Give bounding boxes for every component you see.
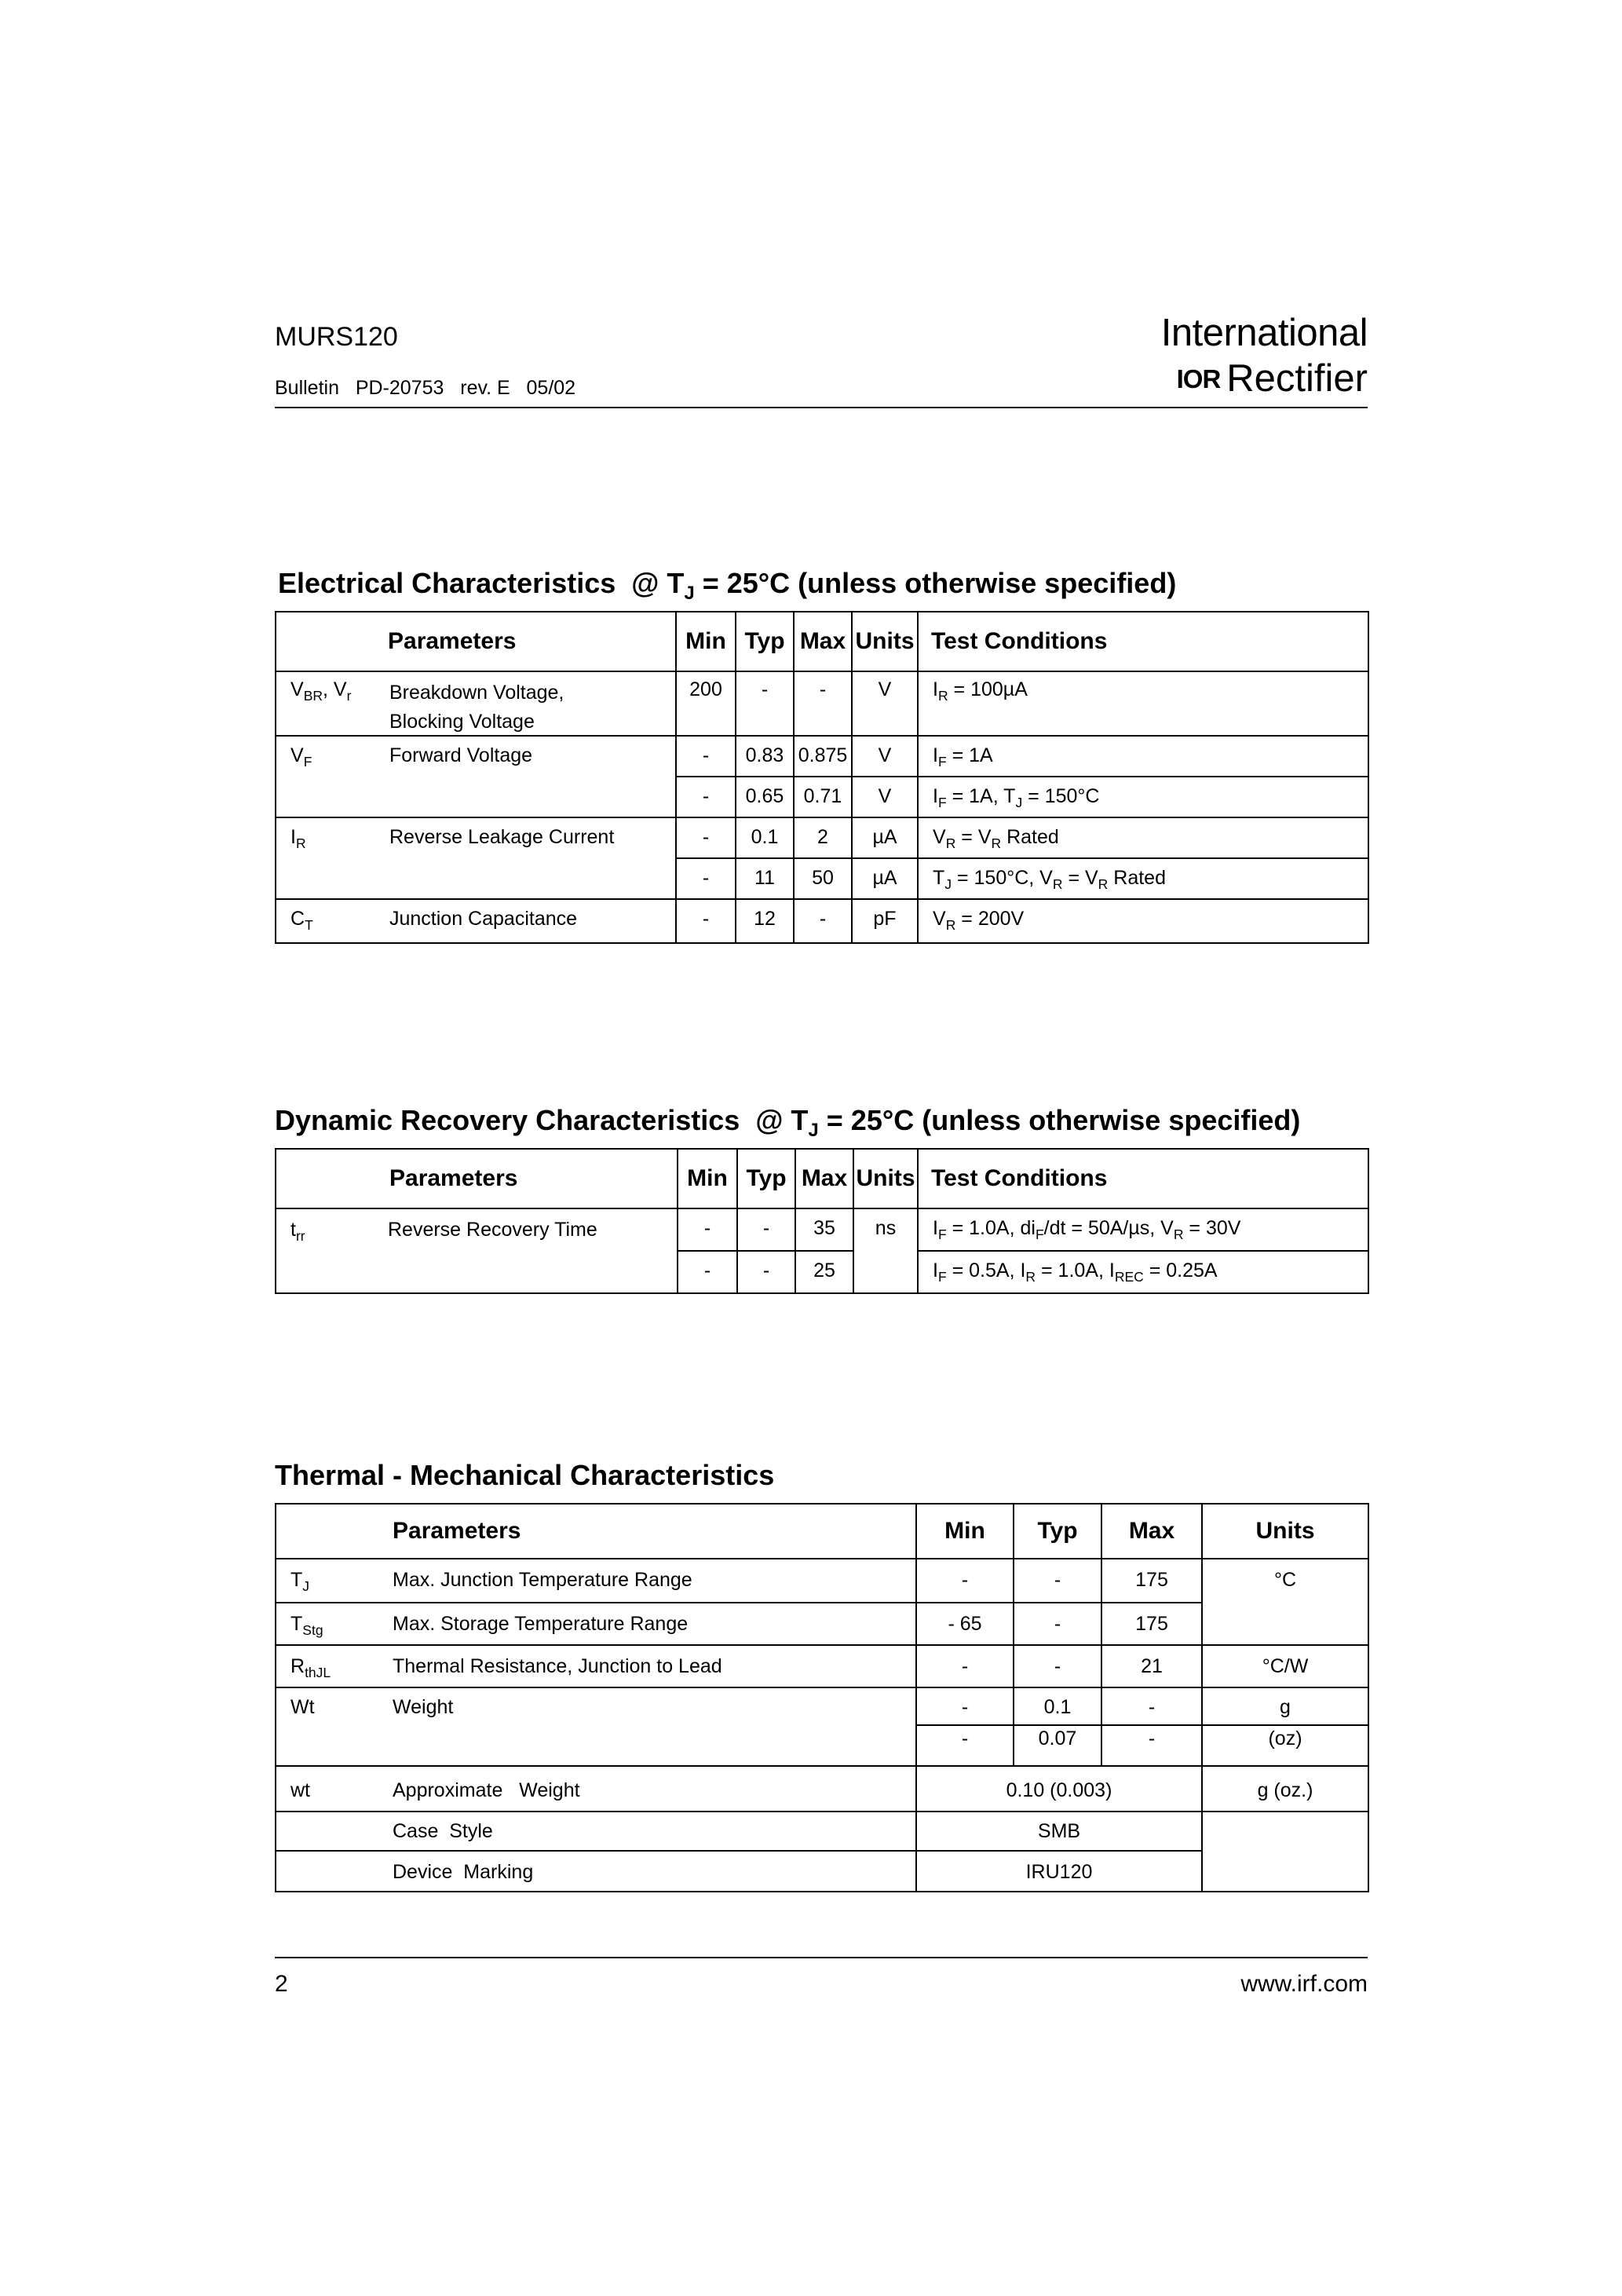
units-value: V — [852, 671, 918, 736]
col-max: Max — [795, 1149, 853, 1208]
units-value: g (oz.) — [1202, 1766, 1368, 1812]
parameter-name: Weight — [393, 1696, 454, 1718]
table-row — [276, 1645, 1368, 1687]
parameter-name: Device Marking — [393, 1861, 534, 1883]
part-number: MURS120 — [275, 322, 398, 352]
company-logo-line2 — [1176, 357, 1368, 400]
bulletin-info: Bulletin PD-20753 rev. E 05/02 — [275, 377, 576, 399]
units-value: µA — [852, 817, 918, 858]
test-condition: $T_J = 150^\circ C$, $V_R = V_R$ Rated — [918, 858, 1368, 899]
combined-value: 0.10 (0.003) — [916, 1766, 1202, 1812]
table-row — [276, 777, 1368, 817]
table-row — [276, 1766, 1368, 1812]
symbol: $T_{Stg}$ — [290, 1613, 323, 1638]
max-value: 175 — [1101, 1559, 1202, 1603]
test-condition: $I_F = 0.5A$, $I_R = 1.0A$, $I_{REC} = 0.25A$ — [918, 1251, 1368, 1293]
test-condition: $I_F = 1.0A$, $di_F/dt = 50A/\mu s$, $V_R = 30V$ — [918, 1208, 1368, 1251]
parameter-name: Thermal Resistance, Junction to Lead — [393, 1655, 722, 1677]
max-value: - — [1101, 1725, 1202, 1766]
units-value: °C/W — [1202, 1645, 1368, 1687]
max-value: 0.71 — [794, 777, 852, 817]
parameter-name: Max. Storage Temperature Range — [393, 1613, 689, 1635]
symbol: $T_J$ — [290, 1569, 310, 1594]
max-value: 175 — [1101, 1603, 1202, 1645]
table-row — [276, 1559, 1368, 1603]
col-min: Min — [678, 1149, 737, 1208]
min-value: - — [678, 1251, 737, 1293]
ior-logo-mark: IOR — [1176, 364, 1221, 393]
min-value: - — [676, 777, 736, 817]
parameter-name: Approximate Weight — [393, 1779, 580, 1801]
test-condition: $I_F = 1A$ — [918, 736, 1368, 777]
parameter-name: Reverse Recovery Time — [388, 1219, 597, 1241]
max-value: - — [1101, 1687, 1202, 1725]
table-row — [276, 899, 1368, 943]
col-conditions: Test Conditions — [918, 1149, 1368, 1208]
parameter-name: Junction Capacitance — [389, 908, 578, 930]
symbol: $t_{rr}$ — [290, 1219, 305, 1244]
table-row — [276, 671, 1368, 736]
typ-value: - — [1014, 1603, 1101, 1645]
units-value: pF — [852, 899, 918, 943]
table-row — [276, 736, 1368, 777]
max-value: 35 — [795, 1208, 853, 1251]
parameter-name: Case Style — [393, 1820, 493, 1842]
website-link[interactable]: www.irf.com — [1240, 1971, 1368, 1997]
max-value: 21 — [1101, 1645, 1202, 1687]
typ-value: 0.65 — [736, 777, 794, 817]
col-min: Min — [916, 1504, 1014, 1559]
test-condition: $V_R = 200V$ — [918, 899, 1368, 943]
col-units: Units — [853, 1149, 918, 1208]
min-value: - — [676, 858, 736, 899]
logo-rectifier-text: Rectifier — [1226, 357, 1368, 400]
typ-value: - — [1014, 1559, 1101, 1603]
typ-value: 0.83 — [736, 736, 794, 777]
min-value: - — [916, 1645, 1014, 1687]
units-value: µA — [852, 858, 918, 899]
min-value: - — [676, 817, 736, 858]
symbol: Wt — [290, 1696, 315, 1718]
test-condition: $I_F = 1A$, $T_J = 150^\circ C$ — [918, 777, 1368, 817]
units-value: °C — [1202, 1559, 1368, 1645]
min-value: - — [676, 736, 736, 777]
min-value: - — [916, 1559, 1014, 1603]
col-typ: Typ — [737, 1149, 795, 1208]
page-number: 2 — [275, 1971, 288, 1997]
dynamic-table — [275, 1148, 1369, 1294]
typ-value: 12 — [736, 899, 794, 943]
symbol: $I_R$ — [290, 826, 306, 851]
parameter-name: Forward Voltage — [389, 744, 533, 766]
typ-value: 0.1 — [736, 817, 794, 858]
footer-divider — [275, 1957, 1368, 1958]
symbol: $R_{thJL}$ — [290, 1655, 331, 1680]
col-parameters: Parameters — [276, 1149, 678, 1208]
min-value: - — [676, 899, 736, 943]
symbol: $C_T$ — [290, 908, 313, 933]
col-units: Units — [1202, 1504, 1368, 1559]
col-units: Units — [852, 612, 918, 671]
table-row — [276, 1208, 1368, 1251]
electrical-title: Electrical Characteristics @ $T_J = 25^\circ C$ (unless otherwise specified) — [278, 567, 1177, 605]
typ-value: 0.1 — [1014, 1687, 1101, 1725]
units-value: g — [1202, 1687, 1368, 1725]
typ-value: - — [1014, 1645, 1101, 1687]
parameter-name: Reverse Leakage Current — [389, 826, 615, 848]
min-value: - — [916, 1687, 1014, 1725]
thermal-table — [275, 1503, 1369, 1892]
col-max: Max — [1101, 1504, 1202, 1559]
thermal-title: Thermal - Mechanical Characteristics — [275, 1459, 775, 1491]
col-min: Min — [676, 612, 736, 671]
max-value: 2 — [794, 817, 852, 858]
units-value: V — [852, 736, 918, 777]
max-value: 50 — [794, 858, 852, 899]
col-parameters: Parameters — [276, 612, 676, 671]
typ-value: 11 — [736, 858, 794, 899]
col-conditions: Test Conditions — [918, 612, 1368, 671]
electrical-table — [275, 611, 1369, 944]
test-condition: $I_R = 100\mu A$ — [918, 671, 1368, 736]
symbol: $V_{BR}$, $V_r$ — [290, 678, 352, 704]
units-value: (oz) — [1202, 1725, 1368, 1766]
typ-value: - — [736, 671, 794, 736]
col-typ: Typ — [736, 612, 794, 671]
table-header-row — [276, 1504, 1368, 1559]
typ-value: 0.07 — [1014, 1725, 1101, 1766]
min-value: - — [678, 1208, 737, 1251]
symbol: wt — [290, 1779, 310, 1801]
parameter-name: Breakdown Voltage, Blocking Voltage — [389, 682, 564, 733]
test-condition: $V_R = V_R$ Rated — [918, 817, 1368, 858]
table-header-row — [276, 612, 1368, 671]
max-value: - — [794, 671, 852, 736]
table-row — [276, 1812, 1368, 1851]
table-row — [276, 1687, 1368, 1725]
min-value: - — [916, 1725, 1014, 1766]
col-typ: Typ — [1014, 1504, 1101, 1559]
header-divider — [275, 407, 1368, 408]
table-row — [276, 817, 1368, 858]
typ-value: - — [737, 1208, 795, 1251]
company-logo-line1: International — [1160, 312, 1368, 354]
dynamic-title: Dynamic Recovery Characteristics @ $T_J = 25^\circ C$ (unless otherwise specified) — [275, 1104, 1301, 1142]
units-value: V — [852, 777, 918, 817]
combined-value: IRU120 — [916, 1851, 1202, 1892]
min-value: - 65 — [916, 1603, 1014, 1645]
max-value: 0.875 — [794, 736, 852, 777]
max-value: - — [794, 899, 852, 943]
typ-value: - — [737, 1251, 795, 1293]
max-value: 25 — [795, 1251, 853, 1293]
parameter-name: Max. Junction Temperature Range — [393, 1569, 692, 1591]
units-value: ns — [853, 1208, 918, 1293]
min-value: 200 — [676, 671, 736, 736]
symbol: $V_F$ — [290, 744, 312, 770]
col-parameters: Parameters — [276, 1504, 916, 1559]
col-max: Max — [794, 612, 852, 671]
table-header-row — [276, 1149, 1368, 1208]
combined-value: SMB — [916, 1812, 1202, 1851]
table-row — [276, 858, 1368, 899]
